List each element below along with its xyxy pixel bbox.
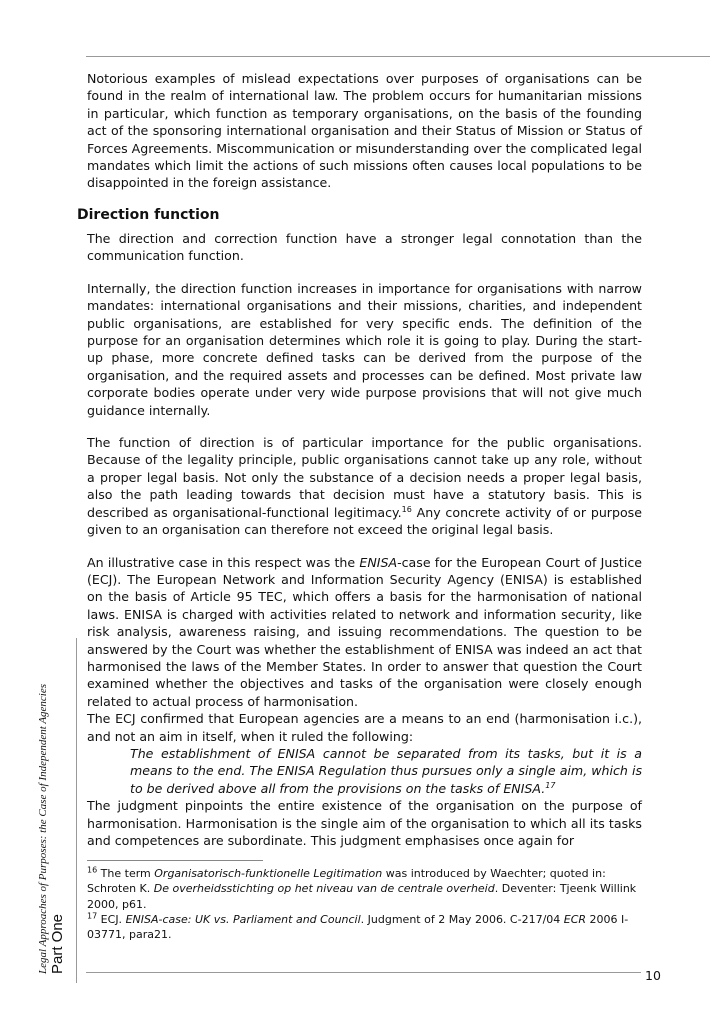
header-rule bbox=[86, 56, 710, 57]
paragraph-judgment: The judgment pinpoints the entire existence of the organisation on the purpose of harmonisation. Harmonisation is the single aim of the organisation to which all its tasks and competences are subordinate. This judgment emphasises once again for bbox=[87, 798, 642, 848]
paragraph-international-law: Notorious examples of mislead expectations over purposes of organisations can be found in the realm of international law. The problem occurs for humanitarian missions in particular, which function as temporary organisations, on the basis of the founding act of the sponsoring international organisation and their Status of Mission or Status of Forces Agreements. Miscommunication or misunderstanding over the complicated legal mandates which limit the actions of such missions often causes local populations to be disappointed in the foreign assistance. bbox=[87, 71, 642, 191]
side-header bbox=[37, 684, 66, 974]
paragraph-ecj-confirmed: The ECJ confirmed that European agencies are a means to an end (harmonisation i.c.), and not an aim in itself, when it ruled the following: bbox=[87, 711, 642, 744]
main-text-direction bbox=[87, 230, 642, 849]
paragraph-enisa-case: An illustrative case in this respect was the ENISA-case for the European Court of Justice (ECJ). The European Network and Information Security Agency (ENISA) is established on the basis of Article 95 TEC, which offers a basis for the harmonisation of national laws. ENISA is charged with activities related to network and information security, like risk analysis, awareness raising, and issuing recommendations. The question to be answered by the Court was whether the establishment of ENISA was indeed an act that harmonised the laws of the Member States. In order to answer that question the Court examined whether the objectives and tasks of the organisation were closely enough related to actual process of harmonisation. bbox=[87, 554, 642, 709]
side-part-label: Part One bbox=[49, 913, 66, 974]
footer-rule bbox=[86, 972, 641, 973]
paragraph-internal-direction: Internally, the direction function increases in importance for organisations with narrow mandates: international organisations and their missions, charities, and independent public organisations, are established for very specific ends. The definition of the purpose for an organisation determines which role it is going to play. During the start-up phase, more concrete defined tasks can be derived from the purpose of the organisation, and the required assets and processes can be defined. Most private law corporate bodies operate under very wide purpose provisions that will not give much guidance internally. bbox=[87, 280, 642, 418]
footnotes bbox=[87, 866, 642, 942]
side-book-title: Legal Approaches of Purposes: the Case of Independent Agencies bbox=[37, 683, 49, 974]
page-number: 10 bbox=[645, 968, 661, 983]
section-heading: Direction function bbox=[77, 207, 220, 223]
main-text bbox=[87, 70, 642, 192]
footnote-16: $^{16}$ The term Organisatorisch-funktionelle Legitimation was introduced by Waechter; quoted in: Schroten K. De overheidsstichting op het niveau van de centrale overheid. Deventer: Tjeenk Willink 2000, p61. bbox=[87, 865, 637, 911]
footnote-17: $^{17}$ ECJ. ENISA-case: UK vs. Parliament and Council. Judgment of 2 May 2006. C-217/04 ECR 2006 I-03771, para21. bbox=[87, 911, 629, 942]
footnote-rule bbox=[87, 860, 263, 861]
side-divider bbox=[76, 638, 77, 983]
court-quote: The establishment of ENISA cannot be separated from its tasks, but it is a means to the end. The ENISA Regulation thus pursues only a single aim, which is to be derived above all from the provisions on the tasks of ENISA.$^{17}$ bbox=[130, 745, 642, 796]
paragraph-public-organisations: The function of direction is of particular importance for the public organisations. Because of the legality principle, public organisations cannot take up any role, without a proper legal basis. Not only the substance of a decision needs a proper legal basis, also the path leading towards that decision must have a statutory basis. This is described as organisational-functional legitimacy.$^{16}$ Any concrete activity of or purpose given to an organisation can therefore not exceed the original legal basis. bbox=[87, 435, 642, 538]
footnote-ref-17[interactable]: 17 bbox=[545, 780, 556, 790]
paragraph-direction-intro: The direction and correction function have a stronger legal connotation than the communication function. bbox=[87, 231, 642, 264]
footnote-ref-16[interactable]: 16 bbox=[401, 504, 412, 514]
